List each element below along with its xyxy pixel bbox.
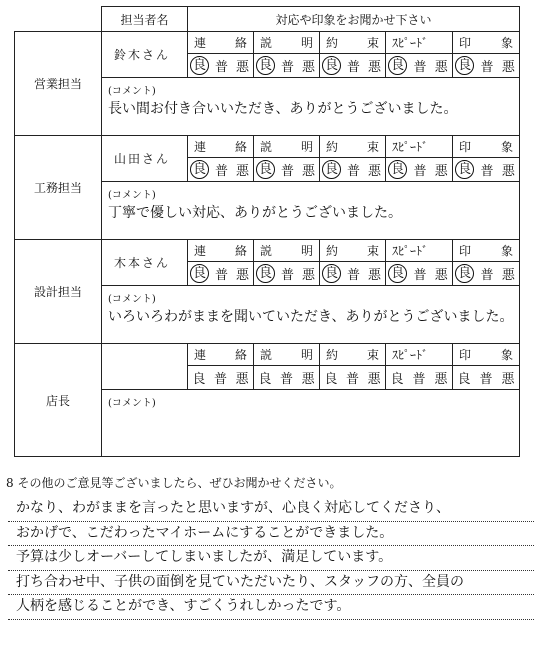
staff-evaluation-table bbox=[14, 6, 520, 457]
rating-cell[interactable] bbox=[320, 158, 386, 182]
rating-option-good[interactable]: 良 bbox=[322, 160, 341, 179]
category-label: 連 絡 bbox=[188, 32, 254, 54]
rating-option-normal[interactable]: 普 bbox=[480, 60, 494, 75]
rating-option-good[interactable]: 良 bbox=[258, 372, 272, 387]
category-label: ｽﾋﾟｰﾄﾞ bbox=[386, 240, 453, 262]
rating-cell[interactable] bbox=[386, 54, 453, 78]
rating-option-good[interactable]: 良 bbox=[455, 160, 474, 179]
comment-label: (コメント) bbox=[108, 190, 156, 201]
category-label: 印 象 bbox=[453, 344, 520, 366]
rating-option-normal[interactable]: 普 bbox=[480, 164, 494, 179]
comment-text: 丁寧で優しい対応、ありがとうございました。 bbox=[108, 205, 402, 221]
corner-blank bbox=[15, 7, 102, 32]
rating-option-bad[interactable]: 悪 bbox=[501, 372, 515, 387]
rating-cell[interactable] bbox=[453, 158, 520, 182]
rating-option-bad[interactable]: 悪 bbox=[434, 164, 448, 179]
rating-option-bad[interactable]: 悪 bbox=[235, 164, 249, 179]
staff-role: 工務担当 bbox=[15, 136, 102, 240]
rating-option-normal[interactable]: 普 bbox=[280, 60, 294, 75]
rating-option-bad[interactable]: 悪 bbox=[434, 268, 448, 283]
rating-option-good[interactable]: 良 bbox=[322, 264, 341, 283]
category-label: 説 明 bbox=[254, 136, 320, 158]
rating-option-good[interactable]: 良 bbox=[192, 372, 206, 387]
comment-text: いろいろわがままを聞いていただき、ありがとうございました。 bbox=[108, 309, 514, 325]
rating-cell[interactable] bbox=[254, 262, 320, 286]
rating-option-good[interactable]: 良 bbox=[322, 56, 341, 75]
rating-cell[interactable] bbox=[254, 54, 320, 78]
rating-cell[interactable] bbox=[188, 366, 254, 390]
rating-option-bad[interactable]: 悪 bbox=[235, 268, 249, 283]
rating-option-normal[interactable]: 普 bbox=[214, 164, 228, 179]
category-label: 印 象 bbox=[453, 136, 520, 158]
staff-name: 鈴木さん bbox=[102, 32, 188, 78]
rating-option-normal[interactable]: 普 bbox=[479, 372, 493, 387]
category-label: 連 絡 bbox=[188, 240, 254, 262]
rating-cell[interactable] bbox=[188, 262, 254, 286]
rating-cell[interactable] bbox=[320, 366, 386, 390]
feedback-header: 対応や印象をお聞かせ下さい bbox=[188, 7, 520, 32]
rating-option-good[interactable]: 良 bbox=[324, 372, 338, 387]
rating-option-good[interactable]: 良 bbox=[190, 264, 209, 283]
rating-option-bad[interactable]: 悪 bbox=[301, 60, 315, 75]
category-label: 説 明 bbox=[254, 344, 320, 366]
staff-role: 店長 bbox=[15, 344, 102, 457]
rating-option-good[interactable]: 良 bbox=[388, 56, 407, 75]
answer-line: おかげで、こだわったマイホームにすることができました。 bbox=[8, 522, 534, 547]
rating-option-bad[interactable]: 悪 bbox=[301, 268, 315, 283]
rating-option-bad[interactable]: 悪 bbox=[501, 60, 515, 75]
staff-name bbox=[102, 344, 188, 390]
rating-cell[interactable] bbox=[254, 366, 320, 390]
category-label: ｽﾋﾟｰﾄﾞ bbox=[386, 136, 453, 158]
rating-option-normal[interactable]: 普 bbox=[413, 268, 427, 283]
rating-option-normal[interactable]: 普 bbox=[280, 268, 294, 283]
staff-name: 木本さん bbox=[102, 240, 188, 286]
answer-line: 打ち合わせ中、子供の面倒を見ていただいたり、スタッフの方、全員の bbox=[8, 571, 534, 596]
category-label: 約 束 bbox=[320, 32, 386, 54]
rating-option-good[interactable]: 良 bbox=[455, 56, 474, 75]
category-label: ｽﾋﾟｰﾄﾞ bbox=[386, 344, 453, 366]
rating-option-good[interactable]: 良 bbox=[390, 372, 404, 387]
category-label: 約 束 bbox=[320, 344, 386, 366]
category-label: 約 束 bbox=[320, 136, 386, 158]
rating-cell[interactable] bbox=[453, 54, 520, 78]
category-label: 印 象 bbox=[453, 32, 520, 54]
comment-text: 長い間お付き合いいただき、ありがとうございました。 bbox=[108, 101, 458, 117]
rating-option-normal[interactable]: 普 bbox=[280, 164, 294, 179]
rating-option-bad[interactable]: 悪 bbox=[501, 164, 515, 179]
rating-option-normal[interactable]: 普 bbox=[346, 60, 360, 75]
rating-cell[interactable] bbox=[188, 54, 254, 78]
rating-option-normal[interactable]: 普 bbox=[346, 268, 360, 283]
rating-option-good[interactable]: 良 bbox=[190, 160, 209, 179]
rating-option-bad[interactable]: 悪 bbox=[235, 372, 249, 387]
category-label: 連 絡 bbox=[188, 136, 254, 158]
rating-option-good[interactable]: 良 bbox=[388, 264, 407, 283]
rating-cell[interactable] bbox=[320, 54, 386, 78]
rating-option-bad[interactable]: 悪 bbox=[434, 372, 448, 387]
answer-line: 人柄を感じることができ、すごくうれしかったです。 bbox=[8, 595, 534, 620]
rating-option-good[interactable]: 良 bbox=[256, 160, 275, 179]
rating-option-bad[interactable]: 悪 bbox=[367, 164, 381, 179]
staff-comment bbox=[102, 182, 520, 240]
rating-option-good[interactable]: 良 bbox=[457, 372, 471, 387]
rating-cell[interactable] bbox=[453, 262, 520, 286]
rating-option-good[interactable]: 良 bbox=[455, 264, 474, 283]
category-label: 印 象 bbox=[453, 240, 520, 262]
person-header: 担当者名 bbox=[102, 7, 188, 32]
rating-option-normal[interactable]: 普 bbox=[279, 372, 293, 387]
rating-cell[interactable] bbox=[188, 158, 254, 182]
rating-option-normal[interactable]: 普 bbox=[345, 372, 359, 387]
answer-line: かなり、わがままを言ったと思いますが、心良く対応してくださり、 bbox=[8, 497, 534, 522]
staff-comment bbox=[102, 78, 520, 136]
rating-cell[interactable] bbox=[320, 262, 386, 286]
category-label: 約 束 bbox=[320, 240, 386, 262]
rating-option-bad[interactable]: 悪 bbox=[434, 60, 448, 75]
rating-option-normal[interactable]: 普 bbox=[214, 60, 228, 75]
comment-label: (コメント) bbox=[108, 294, 156, 305]
comment-label: (コメント) bbox=[108, 86, 156, 97]
rating-option-normal[interactable]: 普 bbox=[413, 60, 427, 75]
answer-line: 予算は少しオーバーしてしまいましたが、満足しています。 bbox=[8, 546, 534, 571]
rating-option-bad[interactable]: 悪 bbox=[367, 372, 381, 387]
rating-option-bad[interactable]: 悪 bbox=[501, 268, 515, 283]
rating-option-normal[interactable]: 普 bbox=[412, 372, 426, 387]
rating-option-bad[interactable]: 悪 bbox=[301, 372, 315, 387]
rating-cell[interactable] bbox=[254, 158, 320, 182]
rating-option-bad[interactable]: 悪 bbox=[367, 268, 381, 283]
staff-comment bbox=[102, 286, 520, 344]
question-8-answer bbox=[8, 497, 534, 620]
rating-option-bad[interactable]: 悪 bbox=[235, 60, 249, 75]
category-label: 説 明 bbox=[254, 240, 320, 262]
rating-option-normal[interactable]: 普 bbox=[214, 268, 228, 283]
rating-option-normal[interactable]: 普 bbox=[346, 164, 360, 179]
category-label: 連 絡 bbox=[188, 344, 254, 366]
staff-role: 設計担当 bbox=[15, 240, 102, 344]
question-8-label: 8 その他のご意見等ございましたら、ぜひお聞かせください。 bbox=[6, 476, 342, 490]
staff-comment bbox=[102, 390, 520, 457]
rating-option-good[interactable]: 良 bbox=[190, 56, 209, 75]
rating-cell[interactable] bbox=[453, 366, 520, 390]
category-label: ｽﾋﾟｰﾄﾞ bbox=[386, 32, 453, 54]
rating-option-good[interactable]: 良 bbox=[256, 264, 275, 283]
category-label: 説 明 bbox=[254, 32, 320, 54]
staff-name: 山田さん bbox=[102, 136, 188, 182]
rating-cell[interactable] bbox=[386, 262, 453, 286]
rating-option-good[interactable]: 良 bbox=[256, 56, 275, 75]
rating-cell[interactable] bbox=[386, 366, 453, 390]
rating-option-normal[interactable]: 普 bbox=[413, 164, 427, 179]
rating-option-bad[interactable]: 悪 bbox=[301, 164, 315, 179]
rating-option-good[interactable]: 良 bbox=[388, 160, 407, 179]
staff-role: 営業担当 bbox=[15, 32, 102, 136]
rating-option-bad[interactable]: 悪 bbox=[367, 60, 381, 75]
rating-option-normal[interactable]: 普 bbox=[480, 268, 494, 283]
rating-cell[interactable] bbox=[386, 158, 453, 182]
comment-label: (コメント) bbox=[108, 398, 156, 409]
rating-option-normal[interactable]: 普 bbox=[213, 372, 227, 387]
